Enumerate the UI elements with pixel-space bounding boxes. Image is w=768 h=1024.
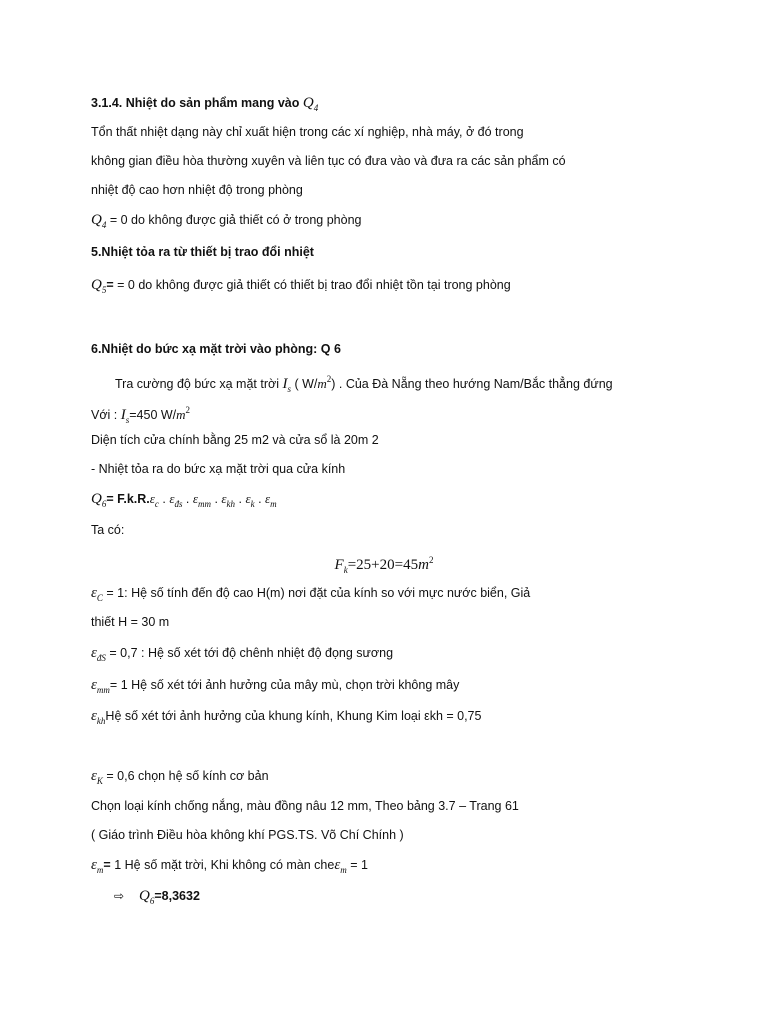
ek-line: $\varepsilon_K = 0,6$ chọn hệ số kính cơ bản [91,768,269,786]
heading-6: 6.Nhiệt do bức xạ mặt trời vào phòng: Q 6 [91,342,341,356]
ec-line2: thiết H = 30 m [91,615,170,629]
nhiet-toa-line: - Nhiệt tỏa ra do bức xạ mặt trời qua cửa kính [91,462,346,476]
heading-5: 5.Nhiệt tỏa ra từ thiết bị trao đổi nhiệt [91,245,314,259]
para-314-line3: nhiệt độ cao hơn nhiệt độ trong phòng [91,183,303,197]
heading-314-text: 3.1.4. Nhiệt do sản phẩm mang vào [91,96,300,110]
ec-line: $\varepsilon_C = 1$: Hệ số tính đến độ cao H(m) nơi đặt của kính so với mực nước biển, Giả [91,585,531,603]
fk-equation: $F_k=25+20=45m^2$ [334,555,434,575]
is-var: $I_s$ [282,376,291,394]
result-line [114,887,200,910]
para-314-line2: không gian điều hòa thường xuyên và liên tục có đưa vào và đưa ra các sản phẩm có [91,154,566,168]
q5-eq: = [106,278,114,292]
eds-line: $\varepsilon_{đS} = 0,7$ : Hệ số xét tới độ chênh nhiệt độ đọng sương [91,645,394,663]
chon-loai-line: Chọn loại kính chống nắng, màu đồng nâu 12 mm, Theo bảng 3.7 – Trang 61 [91,799,519,813]
emm-line: $\varepsilon_{mm}= 1$ Hệ số xét tới ảnh hưởng của mây mù, chọn trời không mây [91,677,460,695]
voi-is-var: $I_s$ [120,407,130,425]
q5-var: $Q_5$ [91,277,107,295]
heading-314-var: $Q_4$ [302,95,319,113]
result-value: =8,3632 [154,889,200,903]
giao-trinh-line: ( Giáo trình Điều hòa không khí PGS.TS. Võ Chí Chính ) [91,828,404,842]
q5-text: = 0 do không được giả thiết có thiết bị trao đổi nhiệt tồn tại trong phòng [113,278,511,292]
dien-tich-line: Diện tích cửa chính bằng 25 m2 và cửa sổ là 20m 2 [91,433,379,447]
tra-cuong-do: Tra cường độ bức xạ mặt trời $I_s$ ( $W/m^2$) . Của Đà Nẵng theo hướng Nam/Bắc thẳng đứng [115,374,613,394]
q6-var: $Q_6$ [91,491,107,509]
para-314-line1: Tổn thất nhiệt dạng này chỉ xuất hiện trong các xí nghiệp, nhà máy, ở đó trong [91,125,524,139]
q5-statement [91,276,511,299]
ta-co-line: Ta có: [91,523,125,537]
q4-var: $Q_4$ [91,212,107,230]
q4-statement [91,211,361,234]
em-line: $\varepsilon_m= 1$ Hệ số mặt trời, Khi không có màn cheε$_m$ = 1 [91,857,368,875]
q4-text: = 0 do không được giả thiết có ở trong phòng [106,213,362,227]
q6-formula: $Q_6= F.k.R.\varepsilon_c$ . $\varepsilon_{đs}$ . $\varepsilon_{mm}$ . $\varepsilon_{kh}$ . $\varepsilon_k$ . $\varepsilon_m$ [91,491,277,509]
heading-314 [91,94,318,117]
ekh-line: $\varepsilon_{kh}Hệ$ số xét tới ảnh hưởng của khung kính, Khung Kim loại εkh = 0,75 [91,708,482,726]
result-var: $Q_6$ [139,888,155,906]
voi-line: Với : $I_s=450$ $W/m^2$ [91,405,191,425]
arrow-right-icon: ⇨ [114,889,125,903]
